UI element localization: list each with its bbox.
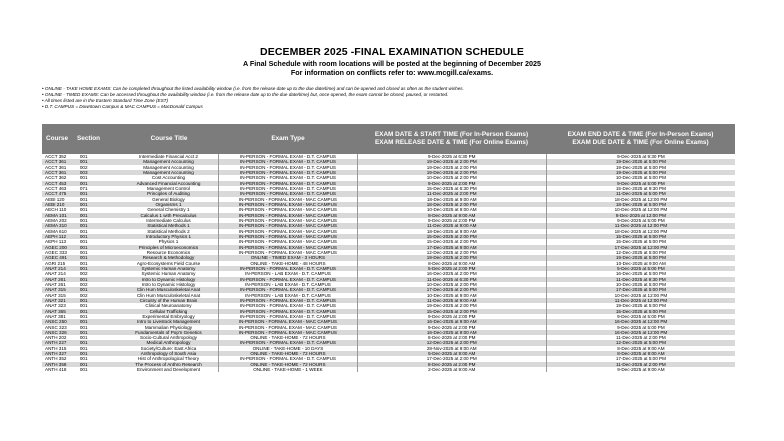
cell-title: Anthropology of South Asia bbox=[140, 351, 197, 357]
cell-section: 001 bbox=[79, 196, 88, 202]
cell-exam-type: IN-PERSON - FORMAL EXAM - D.T. CAMPUS bbox=[218, 186, 357, 191]
cell-title: Resource Economics bbox=[146, 249, 191, 255]
cell-exam-type: IN-PERSON - FORMAL EXAM - MAC CAMPUS bbox=[218, 250, 357, 255]
cell-end: 9-Dec-2025 at 5:00 PM bbox=[617, 180, 665, 186]
cell-course: ANTH 358 bbox=[45, 361, 67, 367]
cell-course: ANAT 365 bbox=[45, 308, 66, 314]
cell-course: ACCT 361 bbox=[45, 159, 67, 165]
cell-section: 001 bbox=[79, 207, 88, 213]
cell-title: Experimental Embryology bbox=[142, 313, 195, 319]
cell-exam-type: IN-PERSON - FORMAL EXAM - MAC CAMPUS bbox=[218, 197, 357, 202]
cell-end: 5-Dec-2025 at 5:00 PM bbox=[617, 265, 665, 271]
cell-exam-type: IN-PERSON - FORMAL EXAM - MAC CAMPUS bbox=[218, 330, 357, 335]
table-body bbox=[42, 154, 735, 372]
cell-section: 001 bbox=[79, 223, 88, 229]
cell-start: 16-Dec-2025 at 2:00 PM bbox=[358, 271, 547, 276]
cell-title: Socio-Cultural Anthropology bbox=[140, 335, 197, 341]
header-title: Course Title bbox=[150, 135, 188, 142]
cell-section: 002 bbox=[79, 164, 88, 170]
cell-course: ACCT 361 bbox=[45, 169, 67, 175]
cell-start: 9-Dec-2025 at 6:30 PM bbox=[358, 154, 547, 159]
cell-course: ACCT 352 bbox=[45, 154, 67, 159]
cell-course: ANSC 250 bbox=[45, 319, 67, 325]
cell-course: AEBI 210 bbox=[45, 201, 65, 207]
cell-exam-type: IN-PERSON - FORMAL EXAM - MAC CAMPUS bbox=[218, 239, 357, 244]
cell-end: 10-Dec-2025 at 5:00 PM bbox=[615, 175, 666, 181]
cell-exam-type: IN-PERSON - LAB EXAM - D.T. CAMPUS bbox=[218, 271, 357, 276]
cell-section: 001 bbox=[79, 217, 88, 223]
cell-course: ACCT 453 bbox=[45, 180, 67, 186]
cell-title: Statistical Methods 2 bbox=[147, 228, 190, 234]
cell-end: 18-Dec-2025 at 12:00 PM bbox=[614, 196, 668, 202]
cell-title: The Process of Anthro Research bbox=[135, 361, 202, 367]
cell-start: 11-Dec-2025 at 9:00 AM bbox=[358, 223, 547, 228]
cell-course: AEMA 310 bbox=[45, 223, 67, 229]
cell-start: 15-Dec-2025 at 2:00 PM bbox=[358, 309, 547, 314]
cell-section: 001 bbox=[79, 324, 88, 330]
cell-start: 28-Nov-2025 at 9:00 AM bbox=[358, 346, 547, 351]
cell-exam-type: IN-PERSON - FORMAL EXAM - MAC CAMPUS bbox=[218, 325, 357, 330]
cell-course: AEMA 610 bbox=[45, 228, 67, 234]
cell-end: 16-Dec-2025 at 12:00 PM bbox=[614, 319, 668, 325]
cell-end: 15-Dec-2025 at 5:00 PM bbox=[615, 239, 666, 245]
cell-exam-type: IN-PERSON - FORMAL EXAM - MAC CAMPUS bbox=[218, 218, 357, 223]
cell-end: 17-Dec-2025 at 5:00 PM bbox=[615, 356, 666, 362]
page-title: DECEMBER 2025 -FINAL EXAMINATION SCHEDULE bbox=[260, 46, 524, 58]
cell-title: Advanced Financial Accounting bbox=[136, 180, 201, 186]
cell-end: 18-Dec-2025 at 12:00 PM bbox=[614, 228, 668, 234]
cell-start: 8-Dec-2025 at 2:00 PM bbox=[358, 335, 547, 340]
cell-end: 17-Dec-2025 at 5:00 PM bbox=[615, 287, 666, 293]
table-row bbox=[42, 367, 735, 372]
cell-section: 001 bbox=[79, 201, 88, 207]
cell-title: General Chemistry 1 bbox=[147, 207, 190, 213]
cell-end: 11-Dec-2025 at 2:00 PM bbox=[616, 361, 666, 367]
cell-course: ACCT 475 bbox=[45, 191, 67, 197]
cell-section: 001 bbox=[79, 276, 88, 282]
note-take-home: • ONLINE - TAKE HOME EXAMS: Can be completed throughout the listed availability window (i.e. from the release date up to the due date/time) and can be opened and closed as often as the student wishes. bbox=[42, 86, 464, 91]
cell-exam-type: ONLINE - TAKE-HOME - 1 WEEK bbox=[218, 367, 357, 372]
cell-end: 12-Dec-2025 at 5:00 PM bbox=[615, 340, 666, 346]
cell-title: Environment and Development bbox=[136, 367, 201, 373]
cell-start: 5-Dec-2025 at 9:00 AM bbox=[358, 351, 547, 356]
subtitle-conflicts-link: For information on conflicts refer to: www.mcgill.ca/exams. bbox=[290, 68, 494, 77]
cell-section: 001 bbox=[79, 154, 88, 159]
cell-course: ANAT 315 bbox=[45, 287, 66, 293]
cell-end: 11-Dec-2025 at 12:00 PM bbox=[614, 297, 668, 303]
cell-exam-type: IN-PERSON - FORMAL EXAM - D.T. CAMPUS bbox=[218, 181, 357, 186]
cell-start: 17-Dec-2025 at 2:00 PM bbox=[358, 287, 547, 292]
cell-end: 19-Dec-2025 at 5:00 PM bbox=[615, 164, 666, 170]
header-start-line1: EXAM DATE & START TIME (For In-Person Exams) bbox=[374, 131, 529, 138]
cell-exam-type: IN-PERSON - FORMAL EXAM - D.T. CAMPUS bbox=[218, 303, 357, 308]
cell-section: 003 bbox=[79, 169, 88, 175]
cell-section: 001 bbox=[79, 319, 88, 325]
note-timed: • ONLINE - TIMED EXAMS: Can be accessed throughout the availability window (i.e. from the release date up to the due date/time) but, once opened, the exam cannot be closed, paused, or restarted. bbox=[42, 92, 449, 97]
cell-start: 10-Dec-2025 at 2:00 PM bbox=[358, 175, 547, 180]
cell-start: 15-Dec-2025 at 6:30 PM bbox=[358, 186, 547, 191]
cell-course: ACCT 362 bbox=[45, 175, 67, 181]
cell-title: Clin Hum Musculoskeletal Anat bbox=[136, 292, 201, 298]
cell-exam-type: IN-PERSON - FORMAL EXAM - MAC CAMPUS bbox=[218, 245, 357, 250]
cell-section: 001 bbox=[79, 265, 88, 271]
header-section: Section bbox=[77, 135, 101, 142]
cell-start: 19-Dec-2025 at 2:00 PM bbox=[358, 303, 547, 308]
cell-exam-type: IN-PERSON - FORMAL EXAM - MAC CAMPUS bbox=[218, 207, 357, 212]
cell-start: 9-Dec-2025 at 2:00 PM bbox=[358, 218, 547, 223]
cell-start: 18-Dec-2025 at 2:00 PM bbox=[358, 202, 547, 207]
cell-start: 9-Dec-2025 at 2:00 PM bbox=[358, 325, 547, 330]
cell-section: 001 bbox=[79, 340, 88, 346]
header-start-line2: EXAM RELEASE DATE & TIME (For Online Exams) bbox=[375, 139, 528, 146]
cell-title: Intermediate Calculus bbox=[146, 217, 191, 223]
cell-section: 001 bbox=[79, 255, 88, 261]
cell-end: 15-Dec-2025 at 5:00 PM bbox=[615, 308, 666, 314]
cell-exam-type: IN-PERSON - FORMAL EXAM - MAC CAMPUS bbox=[218, 234, 357, 239]
cell-section: 001 bbox=[79, 180, 88, 186]
cell-course: AEPH 113 bbox=[45, 239, 67, 245]
cell-title: Clin Hum Musculoskeletal Anat bbox=[136, 287, 201, 293]
cell-title: Calculus 1 with Precalculus bbox=[140, 212, 197, 218]
cell-title: Intro to Livestock Management bbox=[137, 319, 200, 325]
cell-exam-type: ONLINE - TAKE-HOME - 72 HOURS bbox=[218, 362, 357, 367]
cell-start: 10-Dec-2025 at 9:00 AM bbox=[358, 293, 547, 298]
cell-start: 2-Dec-2025 at 9:00 AM bbox=[358, 367, 547, 372]
cell-end: 19-Dec-2025 at 5:00 PM bbox=[615, 303, 666, 309]
cell-end: 10-Dec-2025 at 9:00 AM bbox=[616, 260, 666, 266]
cell-title: General Biology bbox=[152, 196, 185, 202]
cell-course: ANTH 315 bbox=[45, 345, 67, 351]
cell-title: Research & Methodology bbox=[142, 255, 195, 261]
exam-schedule-table bbox=[42, 124, 735, 372]
cell-end: 9-Dec-2025 at 9:30 PM bbox=[617, 154, 665, 159]
cell-section: 001 bbox=[79, 159, 88, 165]
cell-start: 12-Dec-2025 at 2:00 PM bbox=[358, 250, 547, 255]
cell-exam-type: ONLINE - TAKE-HOME - 72 HOURS bbox=[218, 351, 357, 356]
cell-start: 11-Dec-2025 at 9:00 AM bbox=[358, 298, 547, 303]
cell-end: 8-Dec-2025 at 9:00 AM bbox=[617, 345, 665, 351]
cell-title: Fundamentals of Pop'n Genetics bbox=[135, 329, 202, 335]
cell-end: 10-Dec-2025 at 12:00 PM bbox=[614, 207, 668, 213]
cell-end: 16-Dec-2025 at 12:00 PM bbox=[614, 329, 668, 335]
cell-title: Organisms 1 bbox=[155, 201, 182, 207]
cell-exam-type: IN-PERSON - FORMAL EXAM - D.T. CAMPUS bbox=[218, 298, 357, 303]
cell-section: 001 bbox=[79, 329, 88, 335]
cell-section: 001 bbox=[79, 287, 88, 293]
cell-start: 19-Dec-2025 at 2:00 PM bbox=[358, 165, 547, 170]
cell-exam-type: IN-PERSON - FORMAL EXAM - D.T. CAMPUS bbox=[218, 356, 357, 361]
cell-start: 12-Dec-2025 at 2:00 PM bbox=[358, 340, 547, 345]
cell-exam-type: IN-PERSON - FORMAL EXAM - D.T. CAMPUS bbox=[218, 309, 357, 314]
cell-exam-type: IN-PERSON - FORMAL EXAM - D.T. CAMPUS bbox=[218, 165, 357, 170]
cell-section: 001 bbox=[79, 367, 88, 373]
cell-title: Principles of Microeconomics bbox=[138, 244, 199, 250]
cell-section: 001 bbox=[79, 297, 88, 303]
cell-start: 15-Dec-2025 at 2:00 PM bbox=[358, 239, 547, 244]
cell-title: Intro to Dynamic Histology bbox=[141, 276, 196, 282]
cell-title: Introductory Physics 1 bbox=[145, 233, 192, 239]
cell-course: ANAT 321 bbox=[45, 297, 66, 303]
cell-course: ACCT 463 bbox=[45, 185, 67, 191]
cell-end: 11-Dec-2025 at 12:00 PM bbox=[614, 223, 668, 229]
cell-section: 002 bbox=[79, 271, 88, 277]
cell-end: 11-Dec-2025 at 2:00 PM bbox=[616, 335, 666, 341]
cell-section: 001 bbox=[79, 345, 88, 351]
cell-section: 001 bbox=[79, 303, 88, 309]
cell-section: 001 bbox=[79, 233, 88, 239]
cell-exam-type: IN-PERSON - FORMAL EXAM - D.T. CAMPUS bbox=[218, 159, 357, 164]
cell-title: Clinical Neuroanatomy bbox=[145, 303, 192, 309]
cell-end: 8-Dec-2025 at 12:00 PM bbox=[615, 212, 666, 218]
cell-course: ANTH 227 bbox=[45, 340, 67, 346]
cell-title: Intermediate Financial Acct 2 bbox=[138, 154, 198, 159]
cell-title: Cellular Trafficking bbox=[149, 308, 188, 314]
cell-exam-type: IN-PERSON - FORMAL EXAM - MAC CAMPUS bbox=[218, 202, 357, 207]
cell-end: 9-Dec-2025 at 5:00 PM bbox=[617, 217, 665, 223]
cell-section: 071 bbox=[79, 185, 88, 191]
cell-section: 002 bbox=[79, 292, 88, 298]
cell-section: 001 bbox=[79, 249, 88, 255]
note-campus: • D.T. CAMPUS = Downtown Campus & MAC CAMPUS = MacDonald Campus bbox=[42, 104, 203, 109]
cell-start: 19-Dec-2025 at 2:00 PM bbox=[358, 170, 547, 175]
cell-course: AGEC 491 bbox=[45, 255, 67, 261]
cell-start: 16-Dec-2025 at 9:00 AM bbox=[358, 319, 547, 324]
cell-start: 9-Dec-2025 at 2:00 PM bbox=[358, 181, 547, 186]
cell-exam-type: IN-PERSON - FORMAL EXAM - D.T. CAMPUS bbox=[218, 191, 357, 196]
cell-start: 16-Dec-2025 at 9:00 AM bbox=[358, 330, 547, 335]
cell-end: 18-Dec-2025 at 5:00 PM bbox=[615, 201, 666, 207]
cell-exam-type: IN-PERSON - LAB EXAM - D.T. CAMPUS bbox=[218, 282, 357, 287]
cell-section: 001 bbox=[79, 308, 88, 314]
cell-exam-type: IN-PERSON - FORMAL EXAM - D.T. CAMPUS bbox=[218, 287, 357, 292]
cell-title: Management Accounting bbox=[143, 159, 194, 165]
cell-exam-type: IN-PERSON - FORMAL EXAM - MAC CAMPUS bbox=[218, 319, 357, 324]
cell-section: 001 bbox=[79, 356, 88, 362]
cell-start: 11-Dec-2025 at 6:30 PM bbox=[358, 277, 547, 282]
cell-section: 001 bbox=[79, 244, 88, 250]
cell-title: Intro to Dynamic Histology bbox=[141, 281, 196, 287]
cell-section: 001 bbox=[79, 361, 88, 367]
header-end-line2: EXAM DUE DATE & TIME (For Online Exams) bbox=[572, 139, 709, 146]
cell-end: 9-Dec-2025 at 5:00 PM bbox=[617, 324, 665, 330]
cell-end: 17-Dec-2025 at 12:00 PM bbox=[614, 244, 668, 250]
cell-course: ANTH 418 bbox=[45, 367, 67, 373]
cell-exam-type: ONLINE - TAKE-HOME - 10 DAYS bbox=[218, 346, 357, 351]
cell-end: 16-Dec-2025 at 5:00 PM bbox=[615, 271, 666, 277]
cell-title: Circuitry of the Human Brain bbox=[139, 297, 198, 303]
cell-end: 19-Dec-2025 at 5:00 PM bbox=[615, 159, 666, 165]
header-end-line1: EXAM END DATE & TIME (For In-Person Exams) bbox=[567, 131, 714, 138]
cell-end: 19-Dec-2025 at 5:00 PM bbox=[615, 169, 666, 175]
cell-course: ANSC 323 bbox=[45, 324, 67, 330]
cell-section: 001 bbox=[79, 239, 88, 245]
cell-end: 15-Dec-2025 at 5:00 PM bbox=[615, 233, 666, 239]
subtitle-final-schedule: A Final Schedule with room locations will be posted at the beginning of December 2025 bbox=[242, 59, 542, 68]
cell-exam-type: IN-PERSON - LAB EXAM - D.T. CAMPUS bbox=[218, 293, 357, 298]
cell-end: 10-Dec-2025 at 5:00 PM bbox=[615, 281, 666, 287]
cell-end: 8-Dec-2025 at 9:00 AM bbox=[617, 351, 665, 357]
cell-section: 001 bbox=[79, 335, 88, 341]
cell-start: 19-Dec-2025 at 2:00 PM bbox=[358, 255, 547, 260]
cell-end: 9-Dec-2025 at 5:00 PM bbox=[617, 313, 665, 319]
cell-title: Agro-Ecosystems Field Course bbox=[136, 260, 201, 266]
cell-start: 19-Dec-2025 at 2:00 PM bbox=[358, 159, 547, 164]
cell-title: Systemic Human Anatomy bbox=[141, 271, 196, 277]
cell-course: ANSC 326 bbox=[45, 329, 67, 335]
note-time-zone: • All times listed are in the Eastern Standard Time Zone (EST) bbox=[42, 98, 168, 103]
cell-course: AEBI 120 bbox=[45, 196, 65, 202]
cell-course: ANAT 323 bbox=[45, 303, 66, 309]
cell-course: ANAT 381 bbox=[45, 313, 66, 319]
cell-course: AGEC 200 bbox=[45, 244, 67, 250]
cell-course: AEMA 101 bbox=[45, 212, 67, 218]
cell-title: Hist of Anthropological Theory bbox=[137, 356, 200, 362]
cell-course: ANAT 315 bbox=[45, 292, 66, 298]
cell-exam-type: ONLINE - TAKE-HOME - 48 HOURS bbox=[218, 261, 357, 266]
cell-start: 8-Dec-2025 at 9:00 AM bbox=[358, 261, 547, 266]
cell-end: 11-Dec-2025 at 5:00 PM bbox=[616, 191, 666, 197]
cell-exam-type: IN-PERSON - FORMAL EXAM - D.T. CAMPUS bbox=[218, 154, 357, 159]
cell-end: 11-Dec-2025 at 9:30 PM bbox=[616, 276, 666, 282]
cell-title: Statistical Methods 1 bbox=[147, 223, 190, 229]
cell-course: ANAT 214 bbox=[45, 271, 66, 277]
cell-exam-type: IN-PERSON - FORMAL EXAM - MAC CAMPUS bbox=[218, 223, 357, 228]
header-start bbox=[357, 124, 546, 154]
cell-exam-type: ONLINE - TIMED EXAM - 3 HOURS bbox=[218, 255, 357, 260]
notes bbox=[42, 86, 742, 110]
cell-start: 18-Dec-2025 at 9:00 AM bbox=[358, 197, 547, 202]
cell-start: 10-Dec-2025 at 2:00 PM bbox=[358, 282, 547, 287]
cell-start: 8-Dec-2025 at 2:00 PM bbox=[358, 362, 547, 367]
cell-section: 001 bbox=[79, 351, 88, 357]
cell-course: ANTH 202 bbox=[45, 335, 67, 341]
cell-exam-type: IN-PERSON - FORMAL EXAM - MAC CAMPUS bbox=[218, 213, 357, 218]
cell-section: 001 bbox=[79, 191, 88, 197]
cell-start: 18-Dec-2025 at 9:00 AM bbox=[358, 229, 547, 234]
cell-exam-type: IN-PERSON - FORMAL EXAM - D.T. CAMPUS bbox=[218, 170, 357, 175]
header-end bbox=[546, 124, 735, 154]
cell-course: AEMA 202 bbox=[45, 217, 67, 223]
cell-title: Systemic Human Anatomy bbox=[141, 265, 196, 271]
cell-exam-type: IN-PERSON - FORMAL EXAM - MAC CAMPUS bbox=[218, 229, 357, 234]
cell-course: ANTH 327 bbox=[45, 351, 67, 357]
cell-exam-type: ONLINE - TAKE-HOME - 72 HOURS bbox=[218, 335, 357, 340]
cell-title: Mammalian Physiology bbox=[144, 324, 193, 330]
cell-course: AGEC 333 bbox=[45, 249, 67, 255]
cell-title: Management Control bbox=[147, 185, 190, 191]
cell-start: 17-Dec-2025 at 2:00 PM bbox=[358, 356, 547, 361]
cell-title: Management Accounting bbox=[143, 169, 194, 175]
cell-section: 001 bbox=[79, 175, 88, 181]
cell-course: ANTH 352 bbox=[45, 356, 67, 362]
cell-title: Cost Accounting bbox=[151, 175, 186, 181]
cell-exam-type: IN-PERSON - FORMAL EXAM - D.T. CAMPUS bbox=[218, 314, 357, 319]
cell-start: 17-Dec-2025 at 9:00 AM bbox=[358, 245, 547, 250]
cell-exam-type: IN-PERSON - FORMAL EXAM - D.T. CAMPUS bbox=[218, 277, 357, 282]
cell-section: 001 bbox=[79, 212, 88, 218]
cell-course: AECH 110 bbox=[45, 207, 67, 213]
table-header bbox=[42, 124, 735, 154]
cell-title: Society/Culture: East Africa bbox=[140, 345, 197, 351]
cell-exam-type: IN-PERSON - FORMAL EXAM - D.T. CAMPUS bbox=[218, 175, 357, 180]
cell-end: 19-Dec-2025 at 5:00 PM bbox=[615, 255, 666, 261]
cell-course: ANAT 261 bbox=[45, 276, 66, 282]
cell-course: AEPH 112 bbox=[45, 233, 67, 239]
cell-title: Medical Anthropology bbox=[146, 340, 191, 346]
cell-exam-type: IN-PERSON - FORMAL EXAM - D.T. CAMPUS bbox=[218, 266, 357, 271]
cell-start: 11-Dec-2025 at 2:00 PM bbox=[358, 191, 547, 196]
cell-course: AGRI 215 bbox=[45, 260, 66, 266]
cell-title: Physics 1 bbox=[158, 239, 179, 245]
header-course: Course bbox=[46, 135, 69, 142]
cell-start: 9-Dec-2025 at 2:00 PM bbox=[358, 314, 547, 319]
cell-section: 001 bbox=[79, 228, 88, 234]
cell-end: 12-Dec-2025 at 5:00 PM bbox=[615, 249, 666, 255]
cell-course: ANAT 261 bbox=[45, 281, 66, 287]
cell-course: ACCT 361 bbox=[45, 164, 67, 170]
cell-start: 15-Dec-2025 at 2:00 PM bbox=[358, 234, 547, 239]
cell-section: 002 bbox=[79, 281, 88, 287]
cell-start: 5-Dec-2025 at 2:00 PM bbox=[358, 266, 547, 271]
cell-end: 10-Dec-2025 at 12:00 PM bbox=[614, 292, 668, 298]
cell-start: 8-Dec-2025 at 9:00 AM bbox=[358, 213, 547, 218]
cell-course: ANAT 214 bbox=[45, 265, 66, 271]
cell-end: 15-Dec-2025 at 9:30 PM bbox=[615, 185, 666, 191]
cell-title: Management Accounting bbox=[143, 164, 194, 170]
cell-section: 001 bbox=[79, 313, 88, 319]
cell-title: Principles of Auditing bbox=[147, 191, 190, 197]
cell-section: 001 bbox=[79, 260, 88, 266]
cell-end: 9-Dec-2025 at 9:00 AM bbox=[617, 367, 665, 373]
cell-exam-type: IN-PERSON - FORMAL EXAM - D.T. CAMPUS bbox=[218, 340, 357, 345]
header-exam-type: Exam Type bbox=[271, 135, 305, 142]
cell-start: 10-Dec-2025 at 9:00 AM bbox=[358, 207, 547, 212]
